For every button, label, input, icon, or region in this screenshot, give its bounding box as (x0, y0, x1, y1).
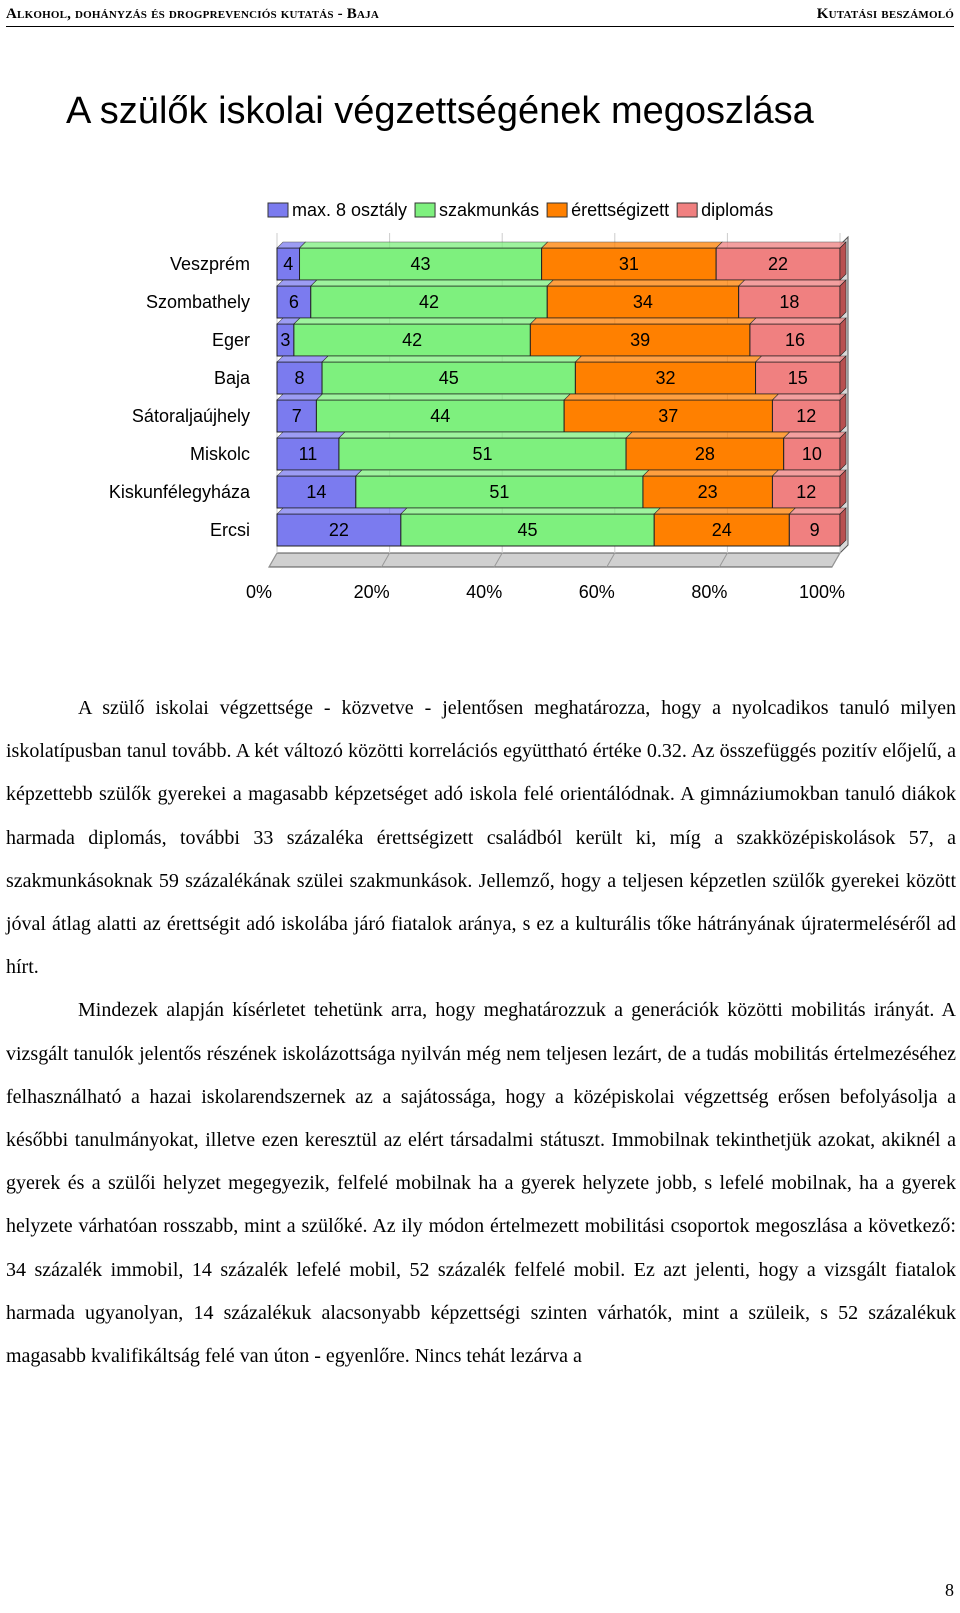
bar-value-label: 45 (438, 368, 459, 388)
bar-value-label: 37 (658, 406, 679, 426)
bar-value-label: 3 (280, 330, 291, 350)
legend-swatch (268, 203, 288, 217)
bar-value-label: 8 (294, 368, 305, 388)
page-header (6, 4, 954, 27)
body-text (6, 687, 956, 1378)
bar-value-label: 51 (472, 444, 493, 464)
bar-value-label: 39 (630, 330, 651, 350)
bar-segment-top (626, 432, 790, 438)
bar-segment-top (716, 242, 846, 248)
bar-side (840, 280, 846, 318)
bar-value-label: 12 (796, 482, 817, 502)
bar-value-label: 12 (796, 406, 817, 426)
bar-value-label: 4 (283, 254, 294, 274)
bar-segment-top (789, 508, 846, 514)
category-label: Eger (211, 330, 250, 350)
bar-value-label: 32 (655, 368, 676, 388)
legend-label: érettségizett (571, 200, 670, 220)
bar-segment-top (756, 356, 846, 362)
bar-segment-top (772, 470, 846, 476)
bar-segment-top (784, 432, 846, 438)
bar-value-label: 14 (306, 482, 327, 502)
bar-segment-top (547, 280, 744, 286)
bar-segment-top (739, 280, 846, 286)
bar-value-label: 15 (787, 368, 808, 388)
bar-segment-top (772, 394, 846, 400)
bar-side (840, 356, 846, 394)
bar-segment-top (322, 356, 581, 362)
chart-floor (269, 553, 840, 567)
bar-segment-top (643, 470, 778, 476)
bar-segment-top (530, 318, 756, 324)
bar-segment-top (277, 432, 345, 438)
bar-value-label: 42 (418, 292, 440, 312)
x-tick-label: 20% (353, 582, 390, 602)
category-label: Miskolc (189, 444, 250, 464)
bar-value-label: 24 (711, 520, 732, 540)
legend-label: szakmunkás (439, 200, 540, 220)
header-right-title: Kutatási beszámoló (816, 6, 954, 22)
legend-swatch (415, 203, 435, 217)
x-tick-label: 40% (466, 582, 503, 602)
bar-segment-top (339, 432, 632, 438)
category-label: Ercsi (210, 520, 250, 540)
bar-value-label: 16 (784, 330, 805, 350)
bar-value-label: 28 (694, 444, 715, 464)
chart-heading: A szülők iskolai végzettségének megoszlása (66, 90, 814, 132)
paragraph-1: A szülő iskolai végzettsége - közvetve - jelentősen meghatározza, hogy a nyolcadikos tanuló milyen iskolatípusban tanul tovább. A két változó közötti korrelációs együttható értéke 0.32. Az összefüggés pozitív előjelű, a képzettebb szülők gyerekei a magasabb képzetséget adó iskola felé orientálódnak. A gimnáziumokban tanuló diákok harmada diplomás, további 33 százaléka érettségizett családból került ki, míg a szakközépiskolások 57, a szakmunkásoknak 59 százalékának szülei szakmunkások. Jellemző, hogy a teljesen képzetlen szülők gyerekei között jóval átlag alatti az érettségit adó iskolába járó fiatalok aránya, s ez a kulturális tőke hátrányának újratermeléséről ad hírt. (6, 697, 956, 979)
bar-segment-top (575, 356, 761, 362)
bar-segment-top (311, 280, 553, 286)
bar-value-label: 22 (328, 520, 349, 540)
bar-segment-top (401, 508, 660, 514)
x-tick-label: 100% (798, 582, 846, 602)
bar-value-label: 42 (402, 330, 423, 350)
x-tick-label: 80% (691, 582, 728, 602)
bar-value-label: 10 (801, 444, 822, 464)
bar-side (840, 394, 846, 432)
legend-swatch (547, 203, 567, 217)
x-tick-label: 0% (245, 582, 273, 602)
stacked-bar-chart (0, 190, 960, 620)
paragraph-2: Mindezek alapján kísérletet tehetünk arra, hogy meghatározzuk a generációk közötti mobilitás irányát. A vizsgált tanulók jelentős részének iskolázottsága nyilván még nem teljesen lezárt, de a tudás mobilitás értelmezéséhez felhasználható a hazai iskolarendszernek az a sajátossága, hogy a középiskolai végzettség erősen befolyásolja a későbbi tanulmányokat, illetve ezen keresztül az elért társadalmi státuszt. Immobilnak tekinthetjük azokat, akiknél a gyerek és a szülői helyzet megegyezik, felfelé mobilnak ha a gyerek helyzete jobb, s lefelé mobilnak, ha a gyerek helyzete várhatóan rosszabb, mint a szülőké. Az ily módon értelmezett mobilitási csoportok megoszlása a következő: 34 százalék immobil, 14 százalék lefelé mobil, 52 százalék felfelé mobil. Ez azt jelenti, hogy a vizsgált fiatalok harmada ugyanolyan, 14 százalékuk alacsonyabb képzettségi szinten várhatók, mint a szüleik, s 52 százalékuk magasabb kvalifikáltság felé van úton - egyenlőre. Nincs tehát lezárva a (6, 999, 956, 1368)
header-left-title: Alkohol, dohányzás és drogprevenciós kutatás - Baja (6, 6, 379, 22)
bar-segment-top (654, 508, 795, 514)
category-label: Sátoraljaújhely (131, 406, 250, 426)
bar-value-label: 45 (517, 520, 538, 540)
category-label: Szombathely (145, 292, 250, 312)
legend-swatch (677, 203, 697, 217)
bar-segment-top (277, 356, 328, 362)
category-label: Veszprém (169, 254, 250, 274)
bar-value-label: 11 (298, 444, 318, 464)
bar-segment-top (356, 470, 649, 476)
bar-value-label: 22 (768, 254, 789, 274)
bar-value-label: 31 (618, 254, 639, 274)
bar-side (840, 242, 846, 280)
bar-value-label: 7 (291, 406, 302, 426)
bar-segment-top (277, 394, 322, 400)
bar-segment-top (750, 318, 846, 324)
legend-label: diplomás (701, 200, 774, 220)
bar-segment-top (294, 318, 536, 324)
bar-segment-top (542, 242, 723, 248)
category-label: Baja (213, 368, 250, 388)
bar-value-label: 43 (410, 254, 431, 274)
bar-segment-top (316, 394, 570, 400)
bar-segment-top (277, 508, 407, 514)
bar-value-label: 23 (697, 482, 718, 502)
legend-label: max. 8 osztály (292, 200, 408, 220)
bar-side (840, 318, 846, 356)
x-tick-label: 60% (578, 582, 615, 602)
bar-side (840, 470, 846, 508)
bar-segment-top (300, 242, 548, 248)
bar-value-label: 18 (779, 292, 800, 312)
page-number: 8 (945, 1580, 954, 1600)
bar-value-label: 51 (489, 482, 510, 502)
category-label: Kiskunfélegyháza (108, 482, 250, 502)
bar-side (840, 432, 846, 470)
bar-side (840, 508, 846, 546)
bar-value-label: 9 (809, 520, 820, 540)
bar-segment-top (277, 470, 362, 476)
bar-segment-top (277, 280, 317, 286)
bar-value-label: 6 (288, 292, 299, 312)
bar-value-label: 44 (430, 406, 451, 426)
chart-svg (0, 190, 960, 620)
bar-value-label: 34 (632, 292, 653, 312)
bar-segment-top (564, 394, 778, 400)
